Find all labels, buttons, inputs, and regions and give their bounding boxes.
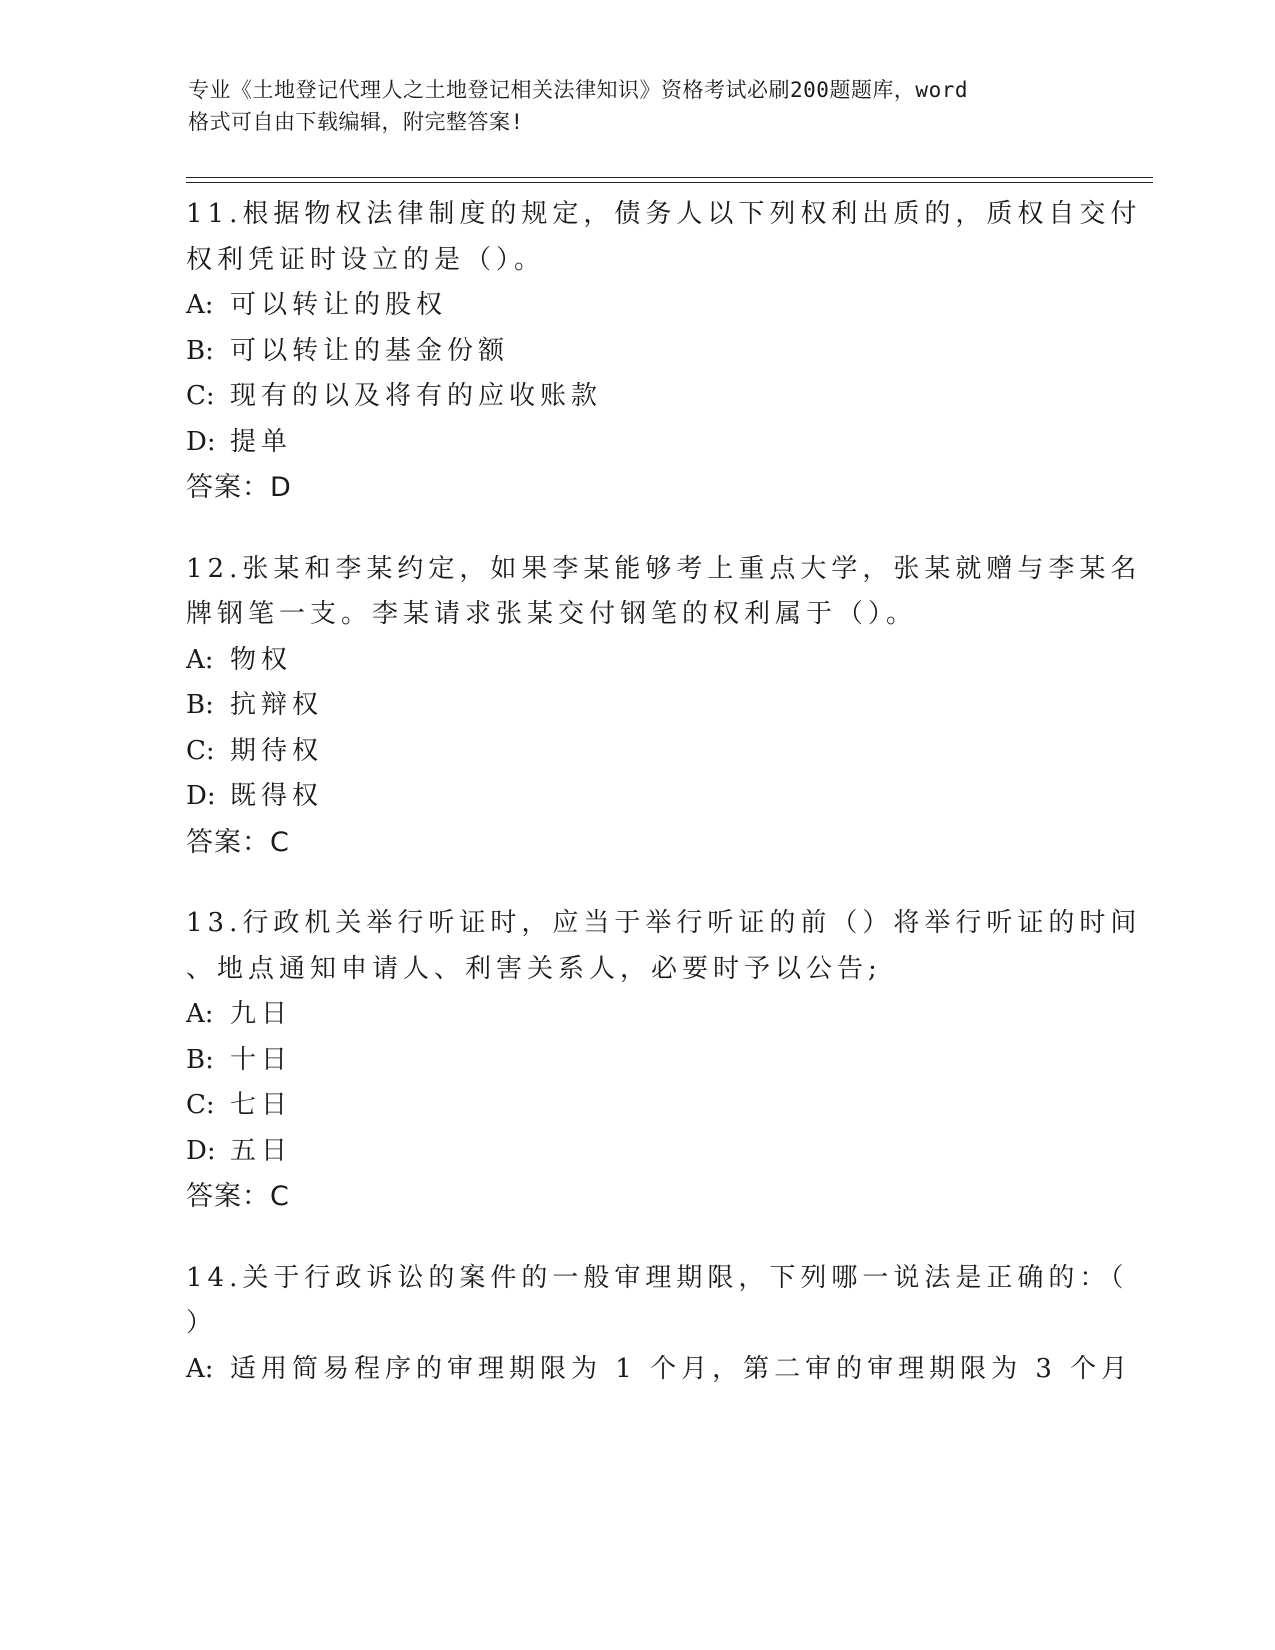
option-a [186, 638, 1086, 684]
option-text: 现有的以及将有的应收账款 [230, 381, 603, 411]
option-c [186, 374, 1086, 420]
option-text: 既得权 [230, 781, 324, 811]
option-text: 期待权 [230, 735, 324, 766]
option-text: 提单 [230, 426, 293, 457]
option-a [186, 1347, 1133, 1393]
option-text: 七日 [230, 1090, 293, 1120]
question-stem-line: 13.行政机关举行听证时，应当于举行听证的前（）将举行听证的时间 [186, 908, 1142, 938]
option-letter: C: [186, 1090, 215, 1120]
header-line-1: 专业《土地登记代理人之土地登记相关法律知识》资格考试必刷200题题库，word [188, 78, 968, 102]
option-text: 十日 [230, 1044, 293, 1075]
option-c [186, 1083, 1086, 1129]
option-text: 抗辩权 [230, 690, 324, 720]
question-stem-line: 牌钢笔一支。李某请求张某交付钢笔的权利属于（）。 [186, 599, 918, 629]
option-letter: A: [186, 999, 214, 1029]
option-letter: C: [186, 381, 215, 411]
option-letter: D: [186, 426, 216, 457]
option-b [186, 683, 1086, 729]
option-letter: D: [186, 1135, 216, 1166]
header-line-2: 格式可自由下载编辑，附完整答案! [188, 110, 524, 134]
option-letter: A: [186, 644, 214, 675]
question-stem-line: 权利凭证时设立的是（）。 [186, 244, 546, 275]
answer-line: 答案：D [186, 472, 292, 503]
option-letter: B: [186, 1044, 214, 1075]
option-letter: B: [186, 335, 214, 366]
question-stem-line: 14.关于行政诉讼的案件的一般审理期限，下列哪一说法是正确的：（ [186, 1262, 1129, 1293]
option-text: 可以转让的股权 [230, 290, 448, 320]
question-13 [186, 901, 1142, 1220]
question-stem-line: ） [186, 1308, 218, 1338]
option-a [186, 283, 1086, 329]
question-stem-line: 11.根据物权法律制度的规定，债务人以下列权利出质的，质权自交付 [186, 199, 1142, 229]
answer-line: 答案：C [186, 1181, 290, 1212]
option-text: 物权 [230, 644, 293, 675]
option-d [186, 1129, 1086, 1175]
answer-line: 答案：C [186, 826, 290, 858]
question-14 [186, 1256, 1133, 1393]
option-b [186, 1038, 1086, 1084]
option-letter: B: [186, 690, 214, 720]
option-a [186, 992, 1086, 1038]
option-letter: C: [186, 735, 215, 766]
question-stem-line: 12.张某和李某约定，如果李某能够考上重点大学，张某就赠与李某名 [186, 553, 1142, 584]
option-text: 可以转让的基金份额 [230, 335, 510, 366]
option-c [186, 729, 1086, 775]
option-text: 九日 [230, 999, 293, 1029]
option-b [186, 329, 1086, 375]
header-double-rule [186, 177, 1153, 183]
document-header [188, 74, 1088, 138]
option-letter: A: [186, 290, 214, 320]
option-d [186, 774, 1086, 820]
question-12 [186, 547, 1142, 866]
option-text: 适用简易程序的审理期限为 1 个月，第二审的审理期限为 3 个月 [230, 1353, 1133, 1384]
option-letter: A: [186, 1353, 214, 1384]
option-text: 五日 [230, 1135, 293, 1166]
question-list [186, 192, 1142, 1428]
question-stem-line: 、地点通知申请人、利害关系人，必要时予以公告; [186, 953, 882, 984]
option-d [186, 420, 1086, 466]
option-letter: D: [186, 781, 216, 811]
question-11 [186, 192, 1142, 511]
